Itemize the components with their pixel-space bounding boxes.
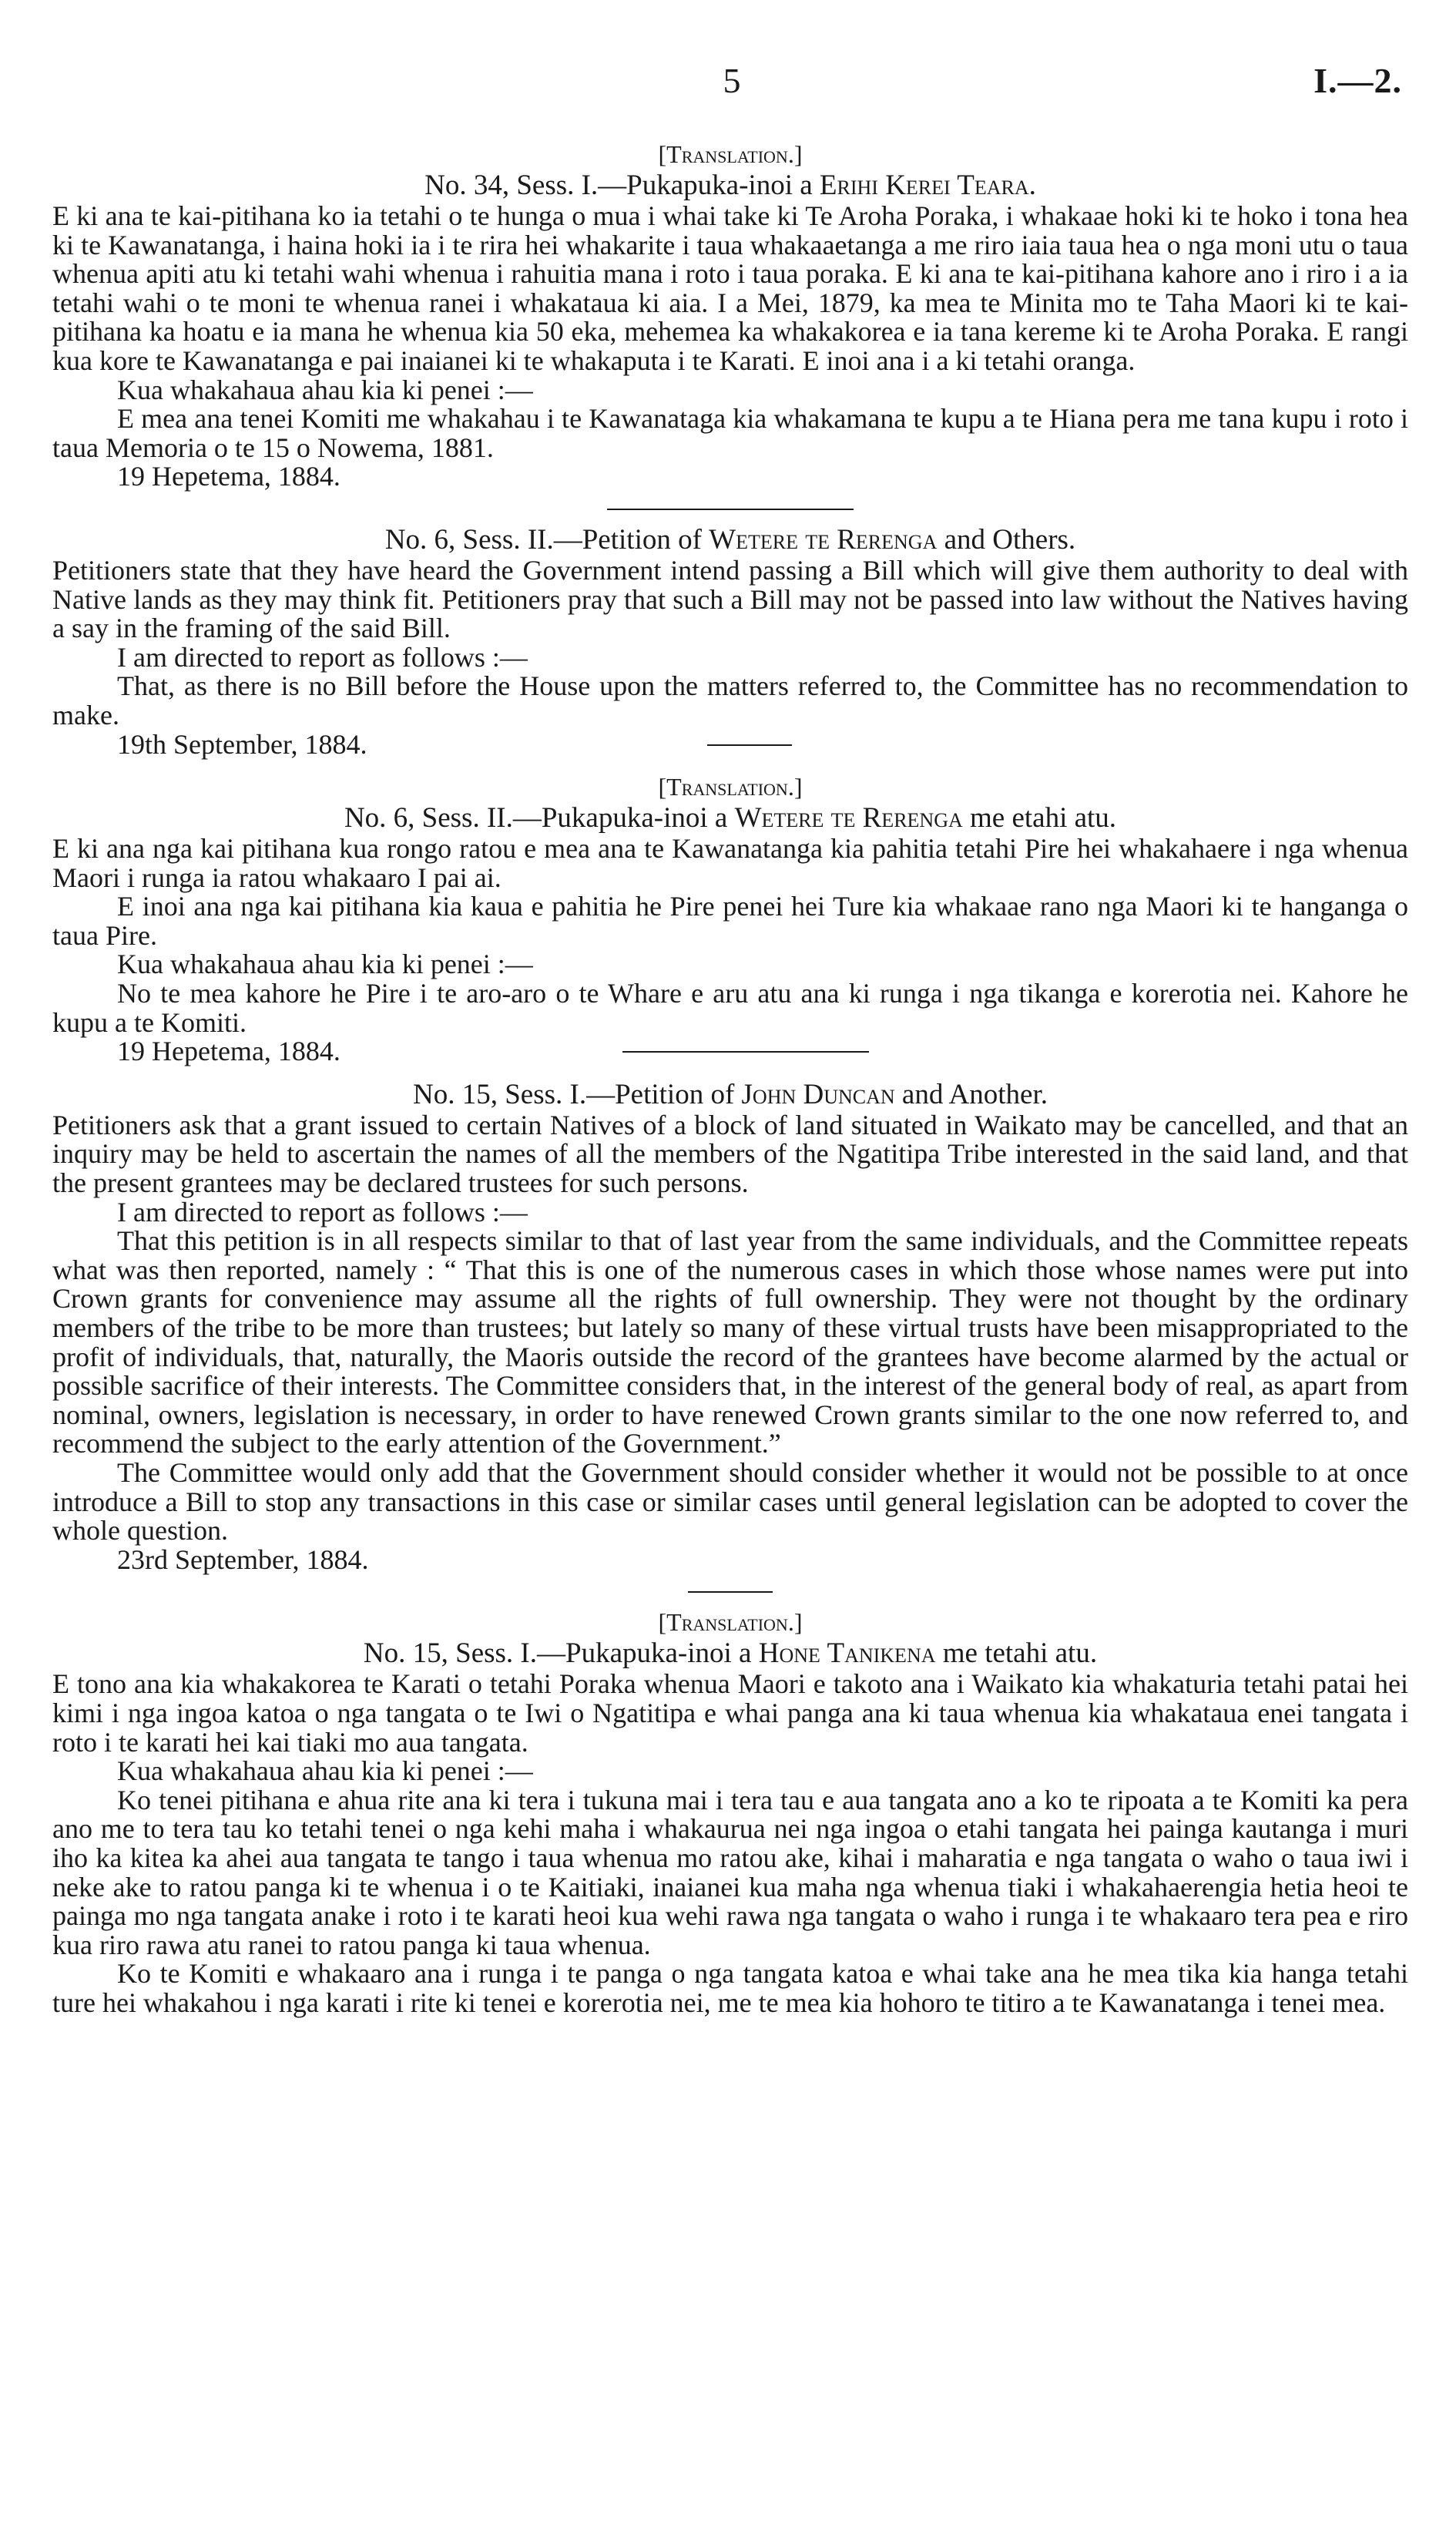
petitioner-name: John Duncan xyxy=(741,1078,895,1110)
section-erihi-kerei-teara xyxy=(52,139,1408,492)
report-intro: I am directed to report as follows :— xyxy=(117,641,528,673)
section-john-duncan xyxy=(52,1079,1408,1575)
date-row xyxy=(52,730,1408,760)
section-wetere-te-rerenga xyxy=(52,524,1408,759)
petitioner-name: Wetere te Rerenga xyxy=(734,802,963,835)
report-intro: Kua whakahaua ahau kia ki penei :— xyxy=(117,1755,533,1787)
petition-summary: E ki ana te kai-pitihana ko ia tetahi o te hunga o mua i whai take ki Te Aroha Poraka, i whakaae hoki ki te hoko i tona hea ki te Kawanatanga, i haina hoki ia i te rira hei whakarite i taua whakaaetanga a me riro iaia taua hea o nga moni utu o taua whenua apiti atu ki tetahi wahi whenua i rahuitia mana i roto i taua poraka. E ki ana te kai-pitihana kahore ano i riro i a ia tetahi wahi o te moni te whenua ranei i whakataua ki aia. I a Mei, 1879, ka mea te Minita mo te Taha Maori ki te kai-pitihana ka hoatu e ia mana he whenua kia 50 eka, mehemea ka whakakorea e ia tana kereme ki te Aroha Poraka. E rangi kua kore te Kawanatanga e pai inaianei ki te whakaputa i te Karati. E inoi ana i a ki tetahi oranga. xyxy=(52,200,1408,376)
petition-prayer: E inoi ana nga kai pitihana kia kaua e pahitia he Pire penei hei Ture kia whakaae rano nga Maori ki te hanganga o taua Pire. xyxy=(52,891,1408,951)
page-number: 5 xyxy=(723,61,741,100)
section-wetere-te-rerenga-translation xyxy=(52,771,1408,1066)
title-suffix: me etahi atu. xyxy=(962,802,1117,835)
title-prefix: No. 15, Sess. I.—Pukapuka-inoi a xyxy=(363,1637,759,1670)
title-suffix: me tetahi atu. xyxy=(935,1637,1098,1670)
petitioner-name: Wetere te Rerenga xyxy=(709,523,938,556)
committee-report: E mea ana tenei Komiti me whakahau i te Kawanataga kia whakamana te kupu a te Hiana pera me tana kupu i roto i taua Memoria o te 15 o Nowema, 1881. xyxy=(52,403,1408,463)
report-intro: I am directed to report as follows :— xyxy=(117,1196,528,1228)
committee-report: Ko tenei pitihana e ahua rite ana ki tera i tukuna mai i tera tau e aua tangata ano a ko te ripoata a te Komiti ka pera ano me to tera tau ko tetahi tenei o nga kehi maha i whakaurua nei nga ingoa o etahi tangata hei painga kautanga i muri iho ka kitea ka ahei aua tangata te tango i taua whenua mo ratou ake, kihai i maharatia e nga tangata o waho o taua iwi i neke ake to ratou panga ki te whenua i o te Kaitiaki, inaianei kua maha nga whenua tiaki i whakahaerengia hetia heoi te painga mo nga tangata anake i roto i te karati heoi kua wehi rawa nga tangata o waho i runga i te whakaaro tera pea e riro kua riro rawa atu ranei to ratou panga ki taua whenua. xyxy=(52,1784,1408,1960)
petitioner-name: Erihi Kerei Teara xyxy=(819,170,1029,201)
translation-divider xyxy=(688,1591,773,1593)
report-date: 23rd September, 1884. xyxy=(117,1543,369,1575)
title-prefix: No. 34, Sess. I.—Pukapuka-inoi a xyxy=(424,170,820,201)
page-content xyxy=(52,139,1408,2017)
title-prefix: No. 6, Sess. II.—Pukapuka-inoi a xyxy=(344,802,735,835)
report-intro: Kua whakahaua ahau kia ki penei :— xyxy=(117,374,533,405)
petition-summary: E ki ana nga kai pitihana kua rongo ratou e mea ana te Kawanatanga kia pahitia tetahi Pire hei whakahaere i nga whenua Maori i runga ia ratou whakaaro I pai ai. xyxy=(52,833,1408,893)
section-title xyxy=(52,524,1408,556)
translation-label: [Translation.] xyxy=(658,773,803,801)
translation-label: [Translation.] xyxy=(658,1608,803,1637)
committee-report: That this petition is in all respects similar to that of last year from the same individuals, and the Committee repeats what was then reported, namely : “ That this is one of the numerous cases in which those whose names were put into Crown grants for convenience may assume all the rights of full ownership. They were not thought by the ordinary members of the tribe to be more than trustees; but lately so many of these virtual trusts have been misappropriated to the profit of individuals, that, naturally, the Maoris outside the record of the grantees have become alarmed by the actual or possible sacrifice of their interests. The Committee considers that, in the interest of the general body of real, as apart from nominal, owners, legislation is necessary, in order to have renewed Crown grants similar to the one now referred to, and recommend the subject to the early attention of the Government.” xyxy=(52,1225,1408,1459)
petitioner-name: Hone Tanikena xyxy=(758,1637,936,1670)
section-title xyxy=(52,1079,1408,1111)
committee-report: No te mea kahore he Pire i te aro-aro o te Whare e aru atu ana ki runga i nga tikanga e korerotia nei. Kahore he kupu a te Komiti. xyxy=(52,978,1408,1038)
petition-summary: E tono ana kia whakakorea te Karati o tetahi Poraka whenua Maori e takoto ana i Waikato kia whakaturia tetahi patai hei kimi i nga ingoa katoa o nga tangata o te Iwi o Ngatitipa e whai panga ana ki taua whenua kia whakataua enei tangata i roto i te karati hei kai tiaki mo aua tangata. xyxy=(52,1668,1408,1758)
section-divider xyxy=(622,1051,869,1053)
section-title xyxy=(52,170,1408,202)
title-suffix: . xyxy=(1028,170,1036,201)
committee-addendum: The Committee would only add that the Government should consider whether it would not be possible to at once introduce a Bill to stop any transactions in this case or similar cases until general legislation can be adopted to cover the whole question. xyxy=(52,1456,1408,1547)
report-intro: Kua whakahaua ahau kia ki penei :— xyxy=(117,949,533,980)
petition-summary: Petitioners ask that a grant issued to certain Natives of a block of land situated in Waikato may be cancelled, and that an inquiry may be held to ascertain the names of all the members of the Ngatitipa Tribe interested in the said land, and that the present grantees may be declared trustees for such persons. xyxy=(52,1109,1408,1199)
report-date: 19 Hepetema, 1884. xyxy=(117,1036,341,1067)
section-title xyxy=(52,802,1408,835)
translation-label: [Translation.] xyxy=(658,140,803,168)
petition-summary: Petitioners state that they have heard the Government intend passing a Bill which will give them authority to deal with Native lands as they may think fit. Petitioners pray that such a Bill may not be passed into law without the Natives having a say in the framing of the said Bill. xyxy=(52,554,1408,644)
committee-addendum: Ko te Komiti e whakaaro ana i runga i te panga o nga tangata katoa e whai take ana he mea tika kia hanga tetahi ture hei whakahou i nga karati i rite ki tenei e korerotia nei, me te mea kia hohoro te titiro a te Kawanatanga i tenei mea. xyxy=(52,1958,1408,2018)
title-prefix: No. 15, Sess. I.—Petition of xyxy=(412,1078,742,1110)
translation-divider xyxy=(707,744,792,746)
title-suffix: and Another. xyxy=(894,1078,1048,1110)
report-date: 19th September, 1884. xyxy=(117,728,367,760)
date-row xyxy=(52,1037,1408,1066)
title-prefix: No. 6, Sess. II.—Petition of xyxy=(384,523,710,556)
section-hone-tanikena xyxy=(52,1607,1408,2017)
section-title xyxy=(52,1637,1408,1670)
report-date: 19 Hepetema, 1884. xyxy=(117,461,341,492)
committee-report: That, as there is no Bill before the House upon the matters referred to, the Committee has no recommendation to make. xyxy=(52,670,1408,730)
section-divider xyxy=(607,509,854,510)
title-suffix: and Others. xyxy=(937,523,1076,556)
document-reference: I.—2. xyxy=(1313,61,1402,100)
